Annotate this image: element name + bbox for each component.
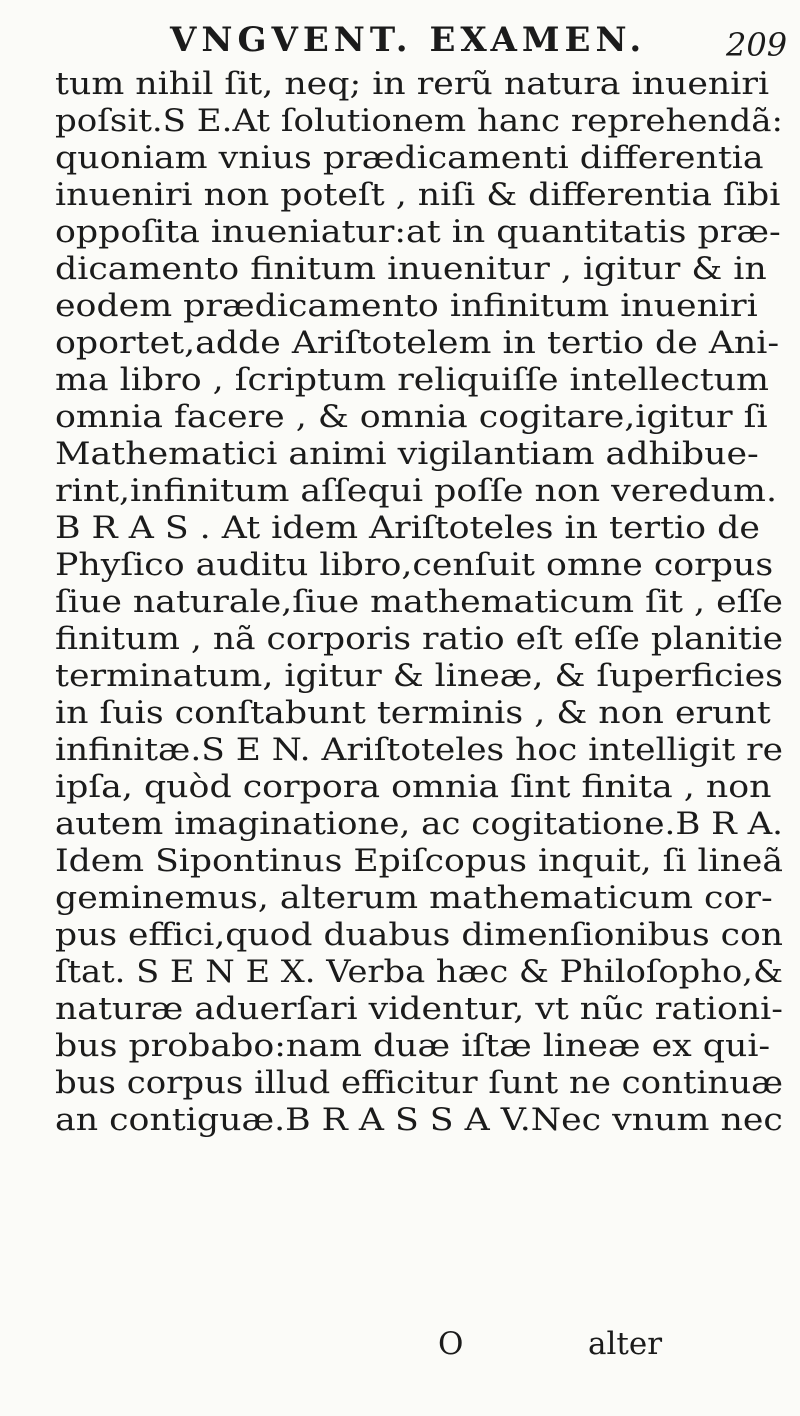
body-text [55, 66, 785, 1139]
text-line: infinitæ.S E N. Ariſtoteles hoc intelligit re [55, 732, 783, 768]
text-line: ſtat. S E N E X. Verba hæc & Philoſopho,& [55, 954, 783, 990]
text-line: an contiguæ.B R A S S A V.Nec vnum nec [55, 1102, 783, 1138]
text-line: terminatum, igitur & lineæ, & ſuperficies [55, 658, 783, 694]
text-line: in ſuis conſtabunt terminis , & non erunt [55, 695, 771, 731]
text-line: oportet,adde Ariſtotelem in tertio de Ani- [55, 325, 780, 361]
running-head: VNGVENT. EXAMEN. [170, 20, 647, 60]
text-line: ma libro , ſcriptum reliquiſſe intellectum [55, 362, 769, 398]
text-line: eodem prædicamento infinitum inueniri [55, 288, 758, 324]
text-line: pus effici,quod duabus dimenſionibus con [55, 917, 784, 953]
text-line: Phyſico auditu libro,cenſuit omne corpus [55, 547, 774, 583]
text-line: Idem Sipontinus Epiſcopus inquit, ſi lineã [55, 843, 784, 879]
text-line: tum nihil ſit, neq; in rerũ natura inueniri [55, 66, 770, 102]
text-line: oppoſita inueniatur:at in quantitatis præ- [55, 214, 781, 250]
text-line: inueniri non poteſt , niſi & differentia ſibi [55, 177, 781, 213]
text-line: ſiue naturale,ſiue mathematicum ſit , eſſe [55, 584, 783, 620]
signature-mark: O [438, 1326, 464, 1362]
page-number: 209 [726, 26, 788, 64]
text-line: bus corpus illud efficitur ſunt ne continuæ [55, 1065, 783, 1101]
text-line: bus probabo:nam duæ iſtæ lineæ ex qui- [55, 1028, 771, 1064]
page-header [0, 6, 800, 66]
text-line: ipſa, quòd corpora omnia ſint finita , non [55, 769, 772, 805]
text-line: dicamento finitum inuenitur , igitur & in [55, 251, 767, 287]
text-line: naturæ aduerſari videntur, vt nũc rationi- [55, 991, 783, 1027]
text-line: quoniam vnius prædicamenti differentia [55, 140, 764, 176]
text-line: omnia facere , & omnia cogitare,igitur ſi [55, 399, 768, 435]
text-line: autem imaginatione, ac cogitatione.B R A. [55, 806, 783, 842]
text-line: finitum , nã corporis ratio eſt eſſe planitie [55, 621, 784, 657]
page-footer [0, 1326, 800, 1366]
text-line: geminemus, alterum mathematicum cor- [55, 880, 773, 916]
text-line: Mathematici animi vigilantiam adhibue- [55, 436, 759, 472]
catchword: alter [588, 1326, 663, 1362]
text-line: rint,infinitum aſſequi poſſe non veredum. [55, 473, 778, 509]
text-line: B R A S . At idem Ariſtoteles in tertio de [55, 510, 760, 546]
text-line: poſsit.S E.At ſolutionem hanc reprehendã: [55, 103, 783, 139]
